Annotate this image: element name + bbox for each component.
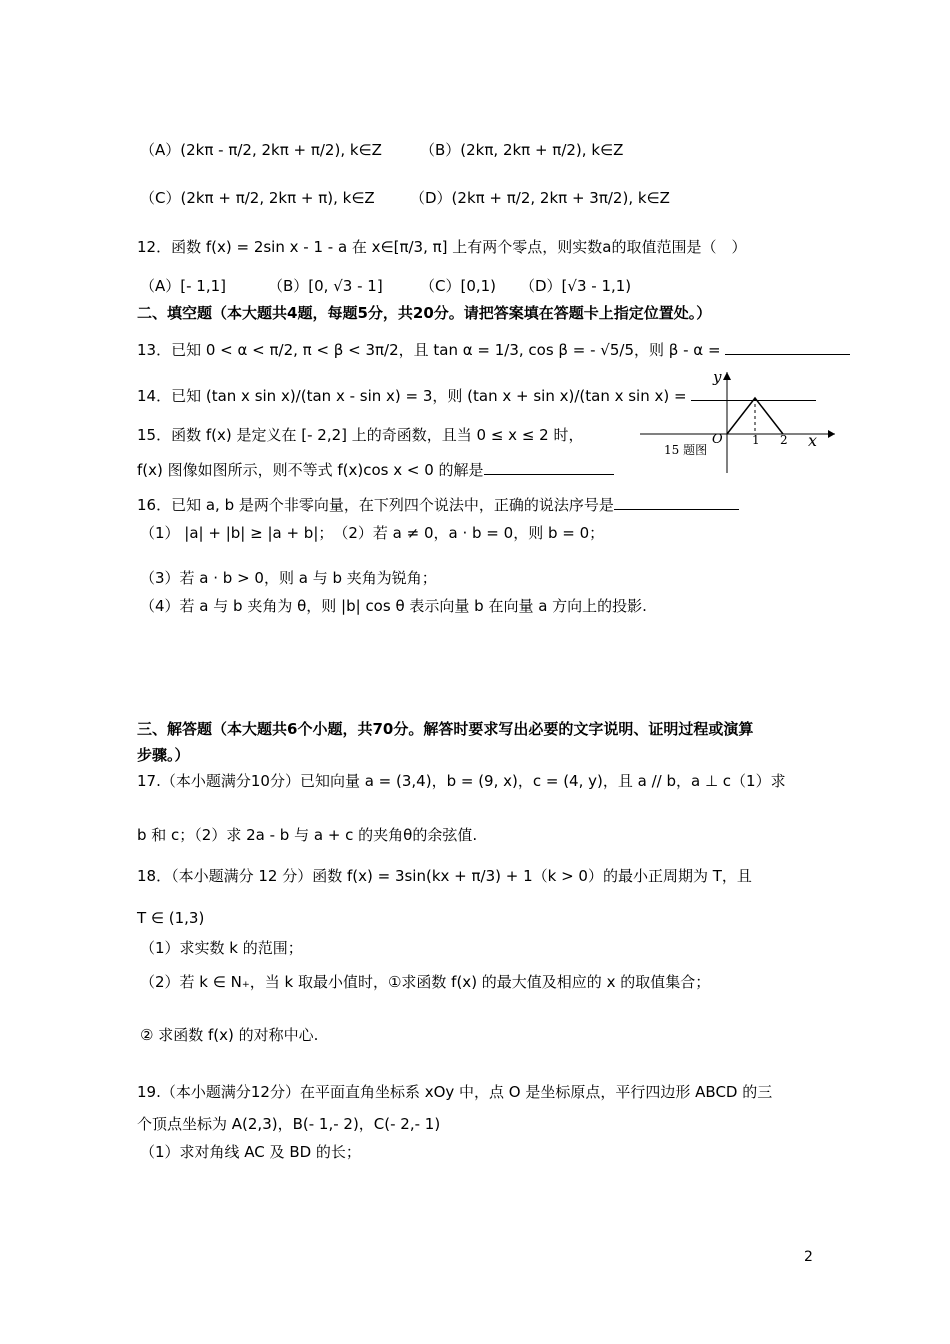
- section-3-heading: 三、解答题（本大题共6个小题，共70分。解答时要求写出必要的文字说明、证明过程或演算: [137, 720, 754, 738]
- q15-graph: [640, 368, 840, 478]
- q16-answer-blank[interactable]: [614, 495, 739, 510]
- q12-option-a: （A）[- 1,1]: [140, 277, 227, 295]
- q13-answer-blank[interactable]: [725, 340, 850, 355]
- q11-option-a: （A）(2kπ - π/2, 2kπ + π/2), k∈Z: [140, 141, 382, 159]
- q12-option-d: （D）[√3 - 1,1): [520, 277, 632, 295]
- q16-statement-4: （4）若 a 与 b 夹角为 θ，则 |b| cos θ 表示向量 b 在向量 a 方向上的投影.: [140, 597, 647, 615]
- page-number: 2: [804, 1249, 813, 1265]
- x-axis-label: x: [808, 431, 818, 450]
- q12-option-c: （C）[0,1): [420, 277, 497, 295]
- q11-option-b: （B）(2kπ, 2kπ + π/2), k∈Z: [420, 141, 624, 159]
- tick-label-2: 2: [780, 433, 788, 447]
- q11-option-d: （D）(2kπ + π/2, 2kπ + 3π/2), k∈Z: [410, 189, 670, 207]
- q16-stem: 16．已知 a, b 是两个非零向量，在下列四个说法中，正确的说法序号是: [137, 495, 739, 515]
- q15-line2: f(x) 图像如图所示，则不等式 f(x)cos x < 0 的解是: [137, 460, 614, 480]
- q19-line2: 个顶点坐标为 A(2,3)，B(- 1,- 2)，C(- 2,- 1): [137, 1115, 441, 1133]
- q18-line3: （1）求实数 k 的范围；: [140, 939, 303, 957]
- section-2-heading: 二、填空题（本大题共4题，每题5分，共20分。请把答案填在答题卡上指定位置处。）: [137, 304, 712, 322]
- q11-option-c: （C）(2kπ + π/2, 2kπ + π), k∈Z: [140, 189, 375, 207]
- q15-answer-blank[interactable]: [484, 460, 614, 475]
- x-axis-arrow: [828, 430, 835, 438]
- q18-line1: 18．（本小题满分 12 分）函数 f(x) = 3sin(kx + π/3) + 1（k > 0）的最小正周期为 T，且: [137, 867, 752, 885]
- y-axis-arrow: [723, 372, 731, 380]
- origin-label: O: [712, 432, 723, 447]
- q12-option-b: （B）[0, √3 - 1]: [268, 277, 383, 295]
- q15-line1: 15．函数 f(x) 是定义在 [- 2,2] 上的奇函数，且当 0 ≤ x ≤ 2 时，: [137, 426, 584, 444]
- tick-label-1: 1: [752, 433, 760, 447]
- figure-caption: 15 题图: [664, 443, 708, 457]
- section-3-heading-cont: 步骤。）: [137, 746, 190, 764]
- q14-stem: 14．已知 (tan x sin x)/(tan x - sin x) = 3，则 (tan x + sin x)/(tan x sin x) =: [137, 386, 816, 406]
- y-axis-label: y: [713, 368, 722, 386]
- q19-line3: （1）求对角线 AC 及 BD 的长；: [140, 1143, 361, 1161]
- q17-line2: b 和 c；（2）求 2a - b 与 a + c 的夹角θ的余弦值.: [137, 826, 478, 844]
- q16-statement-3: （3）若 a · b > 0，则 a 与 b 夹角为锐角；: [140, 569, 437, 587]
- q18-line4: （2）若 k ∈ N₊，当 k 取最小值时，①求函数 f(x) 的最大值及相应的 x 的取值集合；: [140, 973, 711, 991]
- q17-line1: 17.（本小题满分10分）已知向量 a = (3,4)，b = (9, x)，c = (4, y)，且 a // b，a ⊥ c（1）求: [137, 772, 786, 790]
- q18-line2: T ∈ (1,3): [137, 909, 205, 927]
- q13-stem: 13．已知 0 < α < π/2, π < β < 3π/2，且 tan α = 1/3, cos β = - √5/5，则 β - α =: [137, 340, 850, 360]
- q16-statement-1-2: （1） |a| + |b| ≥ |a + b|； （2）若 a ≠ 0，a · b = 0，则 b = 0；: [140, 524, 605, 542]
- q18-line5: ② 求函数 f(x) 的对称中心.: [140, 1026, 319, 1044]
- q12-stem: 12．函数 f(x) = 2sin x - 1 - a 在 x∈[π/3, π] 上有两个零点，则实数a的取值范围是（ ）: [137, 238, 747, 256]
- q19-line1: 19.（本小题满分12分）在平面直角坐标系 xOy 中，点 O 是坐标原点，平行四边形 ABCD 的三: [137, 1083, 773, 1101]
